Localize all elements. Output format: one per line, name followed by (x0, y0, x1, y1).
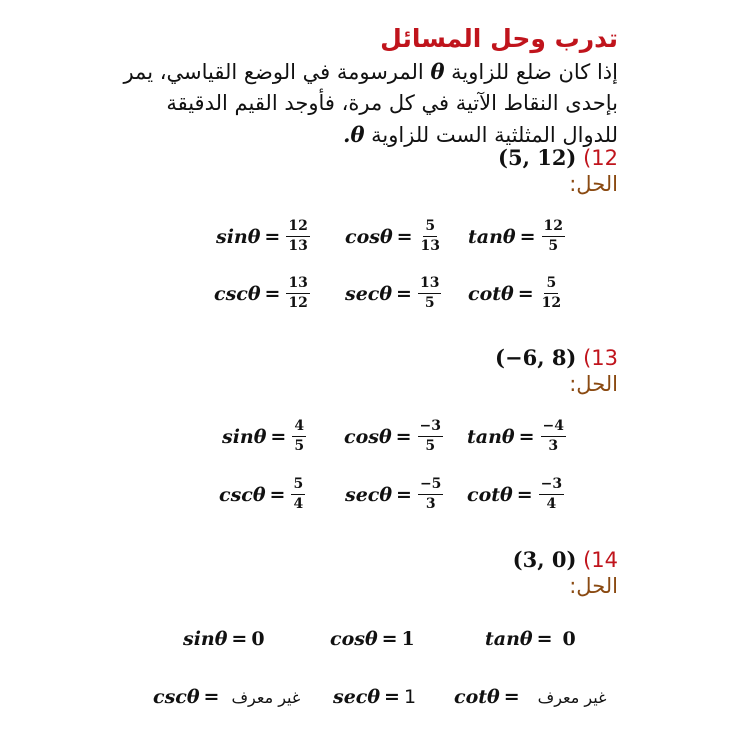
solution-label: الحل: (569, 372, 618, 396)
fraction (542, 218, 565, 255)
eq-cos-12 (345, 218, 442, 255)
value: 1 (401, 628, 415, 650)
numerator: 12 (286, 218, 309, 237)
problem-13-header (495, 345, 618, 370)
denominator: 5 (425, 438, 436, 454)
fn-label: cosθ (344, 425, 392, 448)
numerator: 5 (291, 476, 305, 495)
equals: = (519, 225, 536, 248)
fn-label: sinθ (222, 425, 267, 448)
numerator: 13 (286, 275, 309, 294)
problem-12-header (498, 145, 618, 170)
denominator: 13 (288, 238, 308, 254)
numerator: 5 (423, 218, 437, 237)
fn-label: sinθ (183, 628, 228, 650)
problem-point: (3, 0) (512, 547, 577, 572)
equals: = (384, 686, 400, 708)
eq-tan-13 (467, 418, 566, 455)
theta-symbol: θ (430, 59, 445, 84)
theta-symbol-end: θ. (343, 122, 365, 147)
denominator: 12 (541, 295, 562, 311)
equals: = (503, 686, 520, 708)
equals: = (396, 225, 413, 248)
equals: = (516, 483, 533, 506)
fn-label: cotθ (468, 282, 514, 305)
eq-sin-13 (222, 418, 306, 455)
equals: = (270, 425, 287, 448)
intro-part2: المرسومة في الوضع القياسي، يمر بإحدى النقاط الآتية في كل مرة، فأوجد القيم الدقيقة للدوال المثلثية الست للزاوية (123, 60, 618, 147)
numerator: −3 (539, 476, 564, 495)
fraction (286, 218, 309, 255)
denominator: 13 (420, 238, 441, 254)
equals: = (231, 628, 248, 650)
fn-label: tanθ (468, 225, 516, 248)
eq-cos-14 (330, 628, 415, 650)
fn-label: tanθ (467, 425, 515, 448)
fn-label: cscθ (214, 282, 261, 305)
fn-label: secθ (333, 686, 381, 708)
section-title: تدرب وحل المسائل (380, 24, 618, 53)
fraction (540, 275, 563, 312)
numerator: 5 (544, 275, 558, 294)
equals: = (396, 282, 412, 305)
eq-cot-12 (468, 275, 563, 312)
fn-label: cosθ (345, 225, 393, 248)
fraction (419, 218, 442, 255)
fraction (291, 476, 305, 513)
denominator: 4 (546, 496, 557, 512)
equals: = (395, 425, 412, 448)
numerator: 12 (542, 218, 565, 237)
denominator: 5 (294, 438, 305, 454)
value: 0 (251, 628, 265, 650)
problem-14-header (513, 547, 618, 572)
numerator: −5 (418, 476, 443, 495)
fn-label: cscθ (219, 483, 266, 506)
problem-point: (5, 12) (498, 145, 577, 170)
denominator: 5 (548, 238, 559, 254)
intro-part1: إذا كان ضلع للزاوية (451, 60, 618, 84)
eq-csc-12 (214, 275, 310, 312)
value: غير معرف (231, 687, 301, 707)
eq-sin-14 (183, 628, 265, 650)
fn-label: cotθ (467, 483, 513, 506)
fn-label: tanθ (485, 628, 533, 650)
fn-label: cscθ (153, 686, 200, 708)
solution-label: الحل: (569, 574, 618, 598)
eq-tan-12 (468, 218, 565, 255)
equals: = (264, 225, 281, 248)
fn-label: sinθ (216, 225, 261, 248)
eq-sec-12 (345, 275, 441, 312)
fraction (541, 418, 566, 455)
fraction (286, 275, 309, 312)
fn-label: secθ (345, 483, 393, 506)
eq-cot-14 (454, 686, 606, 708)
eq-cot-13 (467, 476, 564, 513)
value: 1 (403, 686, 417, 708)
eq-csc-13 (219, 476, 305, 513)
numerator: 13 (418, 275, 441, 294)
eq-sec-14 (333, 686, 416, 708)
equals: = (264, 282, 281, 305)
problem-point: (−6, 8) (495, 345, 577, 370)
equals: = (381, 628, 398, 650)
equals: = (269, 483, 286, 506)
fraction (418, 476, 443, 513)
denominator: 12 (288, 295, 308, 311)
value: 0 (562, 628, 576, 650)
eq-sin-12 (216, 218, 310, 255)
problem-number: 12) (583, 146, 618, 170)
problem-number: 14) (583, 548, 618, 572)
fn-label: secθ (345, 282, 393, 305)
value: غير معرف (537, 687, 607, 707)
numerator: −4 (541, 418, 566, 437)
eq-tan-14 (485, 628, 576, 650)
denominator: 3 (425, 496, 436, 512)
eq-cos-13 (344, 418, 443, 455)
solution-label: الحل: (569, 172, 618, 196)
equals: = (517, 282, 534, 305)
fraction (539, 476, 564, 513)
fraction (418, 275, 441, 312)
equals: = (518, 425, 535, 448)
numerator: 4 (292, 418, 306, 437)
equals: = (203, 686, 220, 708)
denominator: 5 (424, 295, 435, 311)
eq-csc-14 (153, 686, 300, 708)
eq-sec-13 (345, 476, 443, 513)
fn-label: cotθ (454, 686, 500, 708)
fraction (292, 418, 306, 455)
problem-number: 13) (583, 346, 618, 370)
denominator: 3 (548, 438, 559, 454)
equals: = (536, 628, 553, 650)
denominator: 4 (293, 496, 304, 512)
problem-statement (118, 56, 618, 151)
numerator: −3 (418, 418, 443, 437)
fn-label: cosθ (330, 628, 378, 650)
fraction (418, 418, 443, 455)
equals: = (396, 483, 412, 506)
